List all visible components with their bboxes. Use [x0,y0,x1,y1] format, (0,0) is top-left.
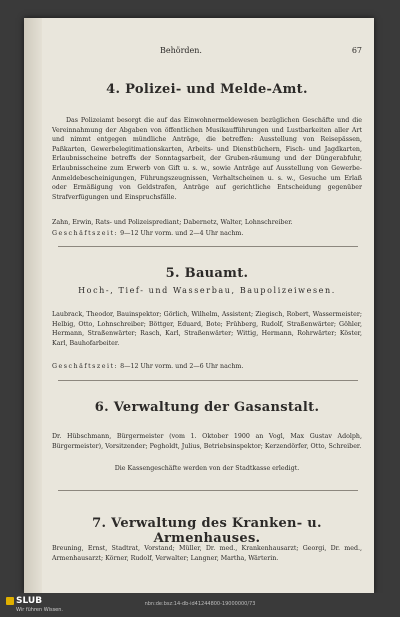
section-body-police: Das Polizeiamt besorgt die auf das Einwohnermeldewesen bezüglichen Geschäfte und die Vereinnahmung der Abgaben von öffentlichen Musikaufführungen und Lustbarkeiten aller Art und nimmt entgegen mündliche Anträge, die betreffen: Ausstellung von Reisepässen, Paßkarten, Gewerbelegitimationskarten, Arbeits- und Dienstbüchern, Fisch- und Jagdkarten, Erlaubnisscheine betreffs der Sonntagsarbeit, der Gruben-räumung und der Düngerabfuhr, Erlaubnisscheine zum Erwerb von Gift u. s. w., sowie Anträge auf Ausstellung von Gewerbe-Anmeldebescheinigungen, Führungszeugnissen, Verhaltscheinen u. s. w., Gesuche um Erlaß oder Ermäßigung von Geldstrafen, Anträge auf gerichtliche Entscheidung gegenüber Strafverfügungen und Einspruchsfälle. [52,117,362,201]
page-number: 67 [351,46,362,55]
hours-value: 9—12 Uhr vorm. und 2—4 Uhr nachm. [120,230,244,237]
scanned-page [24,18,374,593]
section-hours-building [52,362,362,372]
logo-tagline: Wir führen Wissen. [16,607,64,613]
section-divider [58,490,358,491]
hours-label: Geschäftszeit: [52,363,119,370]
running-title: Behörden. [160,46,202,55]
section-subtitle-building: Hoch-, Tief- und Wasserbau, Baupolizeiwesen. [78,286,336,295]
section-divider [58,380,358,381]
hours-label: Geschäftszeit: [52,230,119,237]
section-staff-building: Laubrack, Theodor, Bauinspektor; Görlich, Wilhelm, Assistent; Ziegisch, Robert, Wassermeister; Helbig, Otto, Lohnschreiber; Böttger, Eduard, Bote; Frühberg, Rudolf, Straßenwärter; Göhler, Hermann, Straßenwärter; Rasch, Karl, Straßenwärter; Wittig, Hermann, Rohrwärter; Köster, Karl, Bauhofarbeiter. [52,311,362,347]
section-title-building: 5. Bauamt. [165,266,249,281]
book-spine [24,18,42,593]
section-staff-gasworks: Dr. Hübschmann, Bürgermeister (vom 1. Oktober 1900 an Vogl, Max Gustav Adolph, Bürgermeister), Vorsitzender; Pegholdt, Julius, Betriebsinspektor; Kerzendörfer, Otto, Schreiber. [52,433,362,450]
section-title-gasworks: 6. Verwaltung der Gasanstalt. [94,400,320,415]
section-title-police: 4. Polizei- und Melde-Amt. [106,82,308,97]
section-staff-police: Zahn, Erwin, Rats- und Polizeisprediant; Dabernetz, Walter, Lohnschreiber. [52,219,293,226]
logo-name: SLUB [16,596,43,606]
section-hours-police [52,229,362,239]
section-title-hospital: 7. Verwaltung des Kranken- u. Armenhauses. [92,516,322,546]
section-staff-hospital: Breuning, Ernst, Stadtrat, Vorstand; Müller, Dr. med., Krankenhausarzt; Georgi, Dr. med., Armenhausarzt; Körner, Rudolf, Verwalter; Langner, Martha, Wärterin. [52,545,362,562]
hours-value: 8—12 Uhr vorm. und 2—6 Uhr nachm. [120,363,244,370]
section-note-gasworks: Die Kassengeschäfte werden von der Stadtkasse erledigt. [114,465,300,472]
viewer-footer [0,593,400,617]
section-divider [58,246,358,247]
document-urn[interactable]: nbn:de:bsz:14-db-id41244800-19000000/73 [144,601,256,607]
